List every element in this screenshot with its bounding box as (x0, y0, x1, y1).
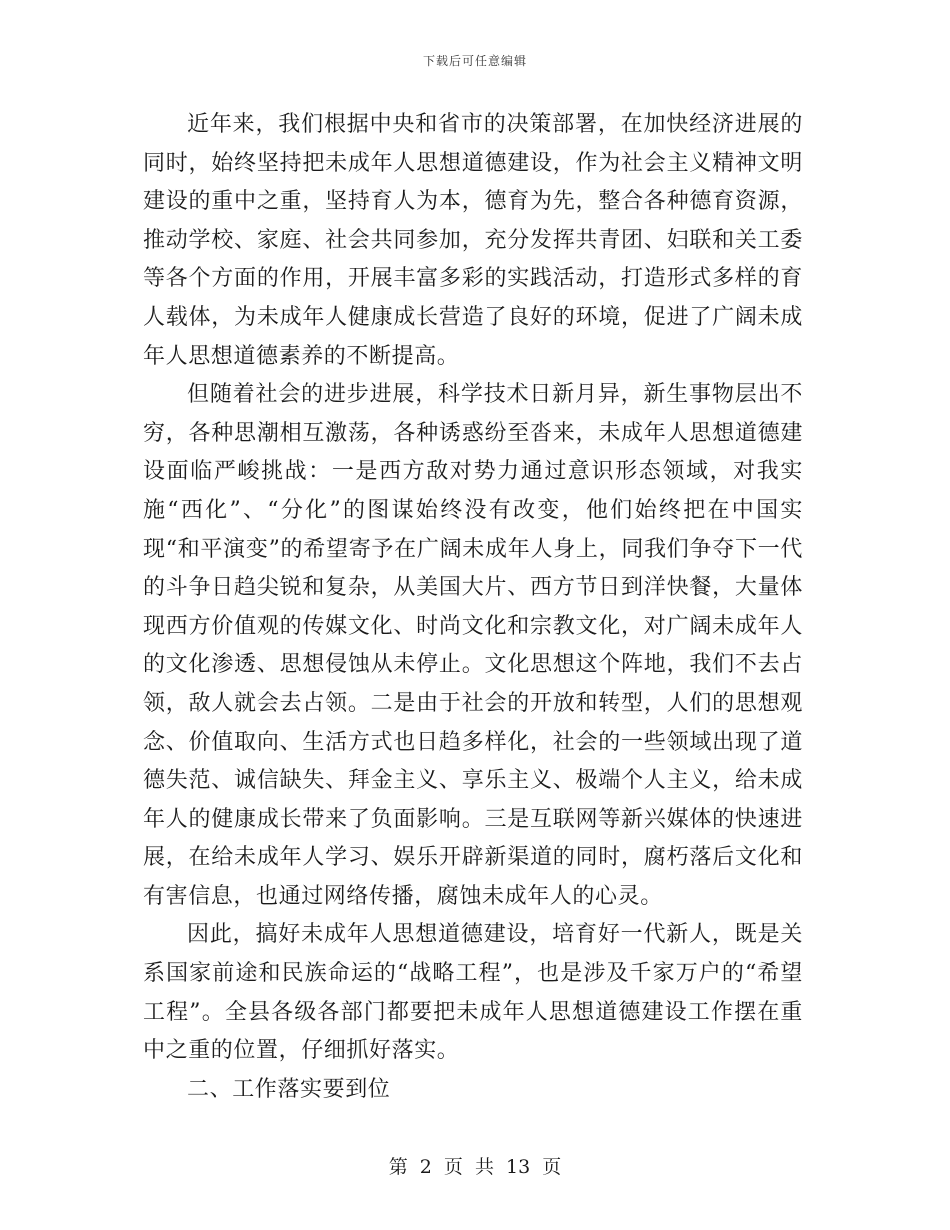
section-heading: 二、工作落实要到位 (187, 1076, 391, 1102)
page-number-footer: 第 2 页 共 13 页 (388, 1156, 562, 1178)
paragraph-3: 因此，搞好未成年人思想道德建设，培育好一代新人，既是关系国家前途和民族命运的“战略工程”，也是涉及千家万户的“希望工程”。全县各级各部门都要把未成年人思想道德建设工作摆在重中之重的位置，仔细抓好落实。 (143, 922, 803, 1064)
document-body (143, 106, 803, 1109)
paragraph-1: 近年来，我们根据中央和省市的决策部署，在加快经济进展的同时，始终坚持把未成年人思想道德建设，作为社会主义精神文明建设的重中之重，坚持育人为本，德育为先，整合各种德育资源，推动学校、家庭、社会共同参加，充分发挥共青团、妇联和关工委等各个方面的作用，开展丰富多彩的实践活动，打造形式多样的育人载体，为未成年人健康成长营造了良好的环境，促进了广阔未成年人思想道德素养的不断提高。 (143, 112, 803, 369)
paragraph-2: 但随着社会的进步进展，科学技术日新月异，新生事物层出不穷，各种思潮相互激荡，各种诱惑纷至沓来，未成年人思想道德建设面临严峻挑战：一是西方敌对势力通过意识形态领域，对我实施“西化”、“分化”的图谋始终没有改变，他们始终把在中国实现“和平演变”的希望寄予在广阔未成年人身上，同我们争夺下一代的斗争日趋尖锐和复杂，从美国大片、西方节日到洋快餐，大量体现西方价值观的传媒文化、时尚文化和宗教文化，对广阔未成年人的文化渗透、思想侵蚀从未停止。文化思想这个阵地，我们不去占领，敌人就会去占领。二是由于社会的开放和转型，人们的思想观念、价值取向、生活方式也日趋多样化，社会的一些领域出现了道德失范、诚信缺失、拜金主义、享乐主义、极端个人主义，给未成年人的健康成长带来了负面影响。三是互联网等新兴媒体的快速进展，在给未成年人学习、娱乐开辟新渠道的同时，腐朽落后文化和有害信息，也通过网络传播，腐蚀未成年人的心灵。 (143, 382, 803, 909)
header-note: 下载后可任意编辑 (422, 54, 527, 68)
